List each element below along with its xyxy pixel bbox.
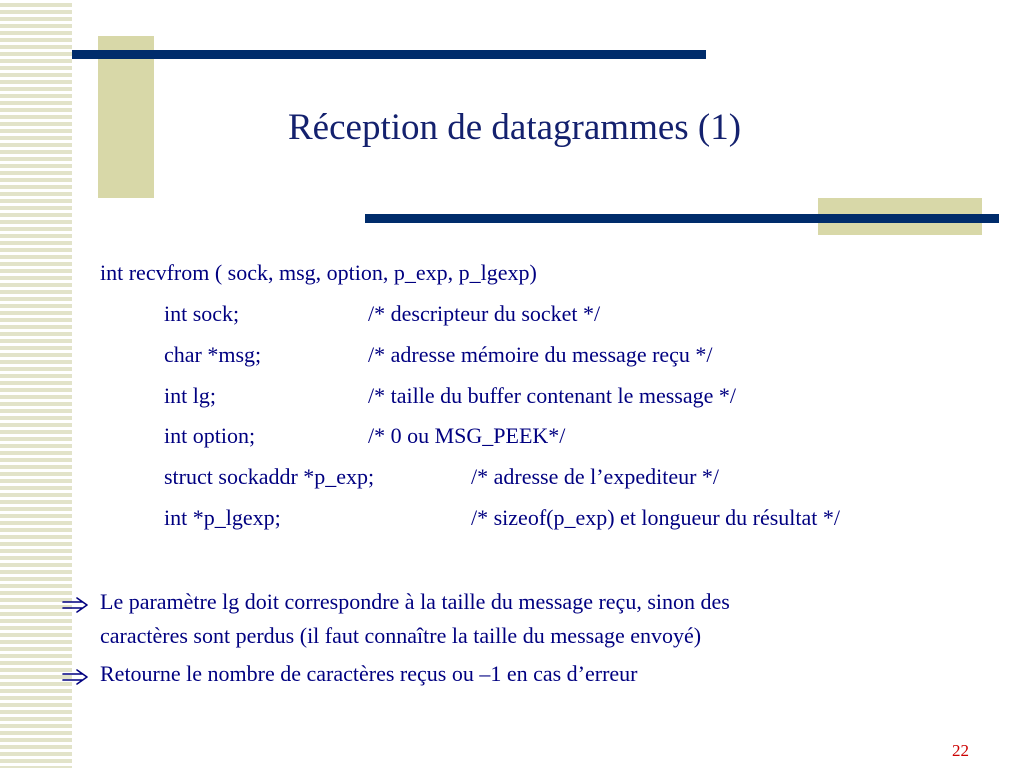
slide-title: Réception de datagrammes (1): [288, 107, 742, 148]
function-signature: int recvfrom ( sock, msg, option, p_exp, p_lgexp): [100, 260, 537, 285]
param-comment-lg: /* taille du buffer contenant le message */: [368, 383, 736, 408]
param-comment-p-lgexp: /* sizeof(p_exp) et longueur du résultat */: [471, 505, 841, 530]
param-decl-option: int option;: [164, 423, 256, 448]
param-decl-sock: int sock;: [164, 301, 240, 326]
param-comment-sock: /* descripteur du socket */: [368, 301, 601, 326]
param-decl-p-lgexp: int *p_lgexp;: [164, 505, 281, 530]
param-decl-msg: char *msg;: [164, 342, 262, 367]
page-number: 22: [952, 741, 969, 760]
decorative-tan-block-top: [98, 36, 154, 198]
double-arrow-right-icon: [62, 596, 90, 614]
bullet-2-line-1: Retourne le nombre de caractères reçus ou –1 en cas d’erreur: [100, 661, 638, 686]
decorative-bar-top: [72, 50, 706, 59]
param-comment-option: /* 0 ou MSG_PEEK*/: [368, 423, 566, 448]
bullet-1-line-1: Le paramètre lg doit correspondre à la taille du message reçu, sinon des: [100, 589, 730, 614]
decorative-stripes: [0, 0, 72, 768]
decorative-bar-bottom: [365, 214, 999, 223]
bullet-1-line-2: caractères sont perdus (il faut connaître la taille du message envoyé): [100, 623, 702, 648]
param-decl-p-exp: struct sockaddr *p_exp;: [164, 464, 375, 489]
param-comment-msg: /* adresse mémoire du message reçu */: [368, 342, 713, 367]
param-comment-p-exp: /* adresse de l’expediteur */: [471, 464, 720, 489]
param-decl-lg: int lg;: [164, 383, 216, 408]
double-arrow-right-icon: [62, 668, 90, 686]
